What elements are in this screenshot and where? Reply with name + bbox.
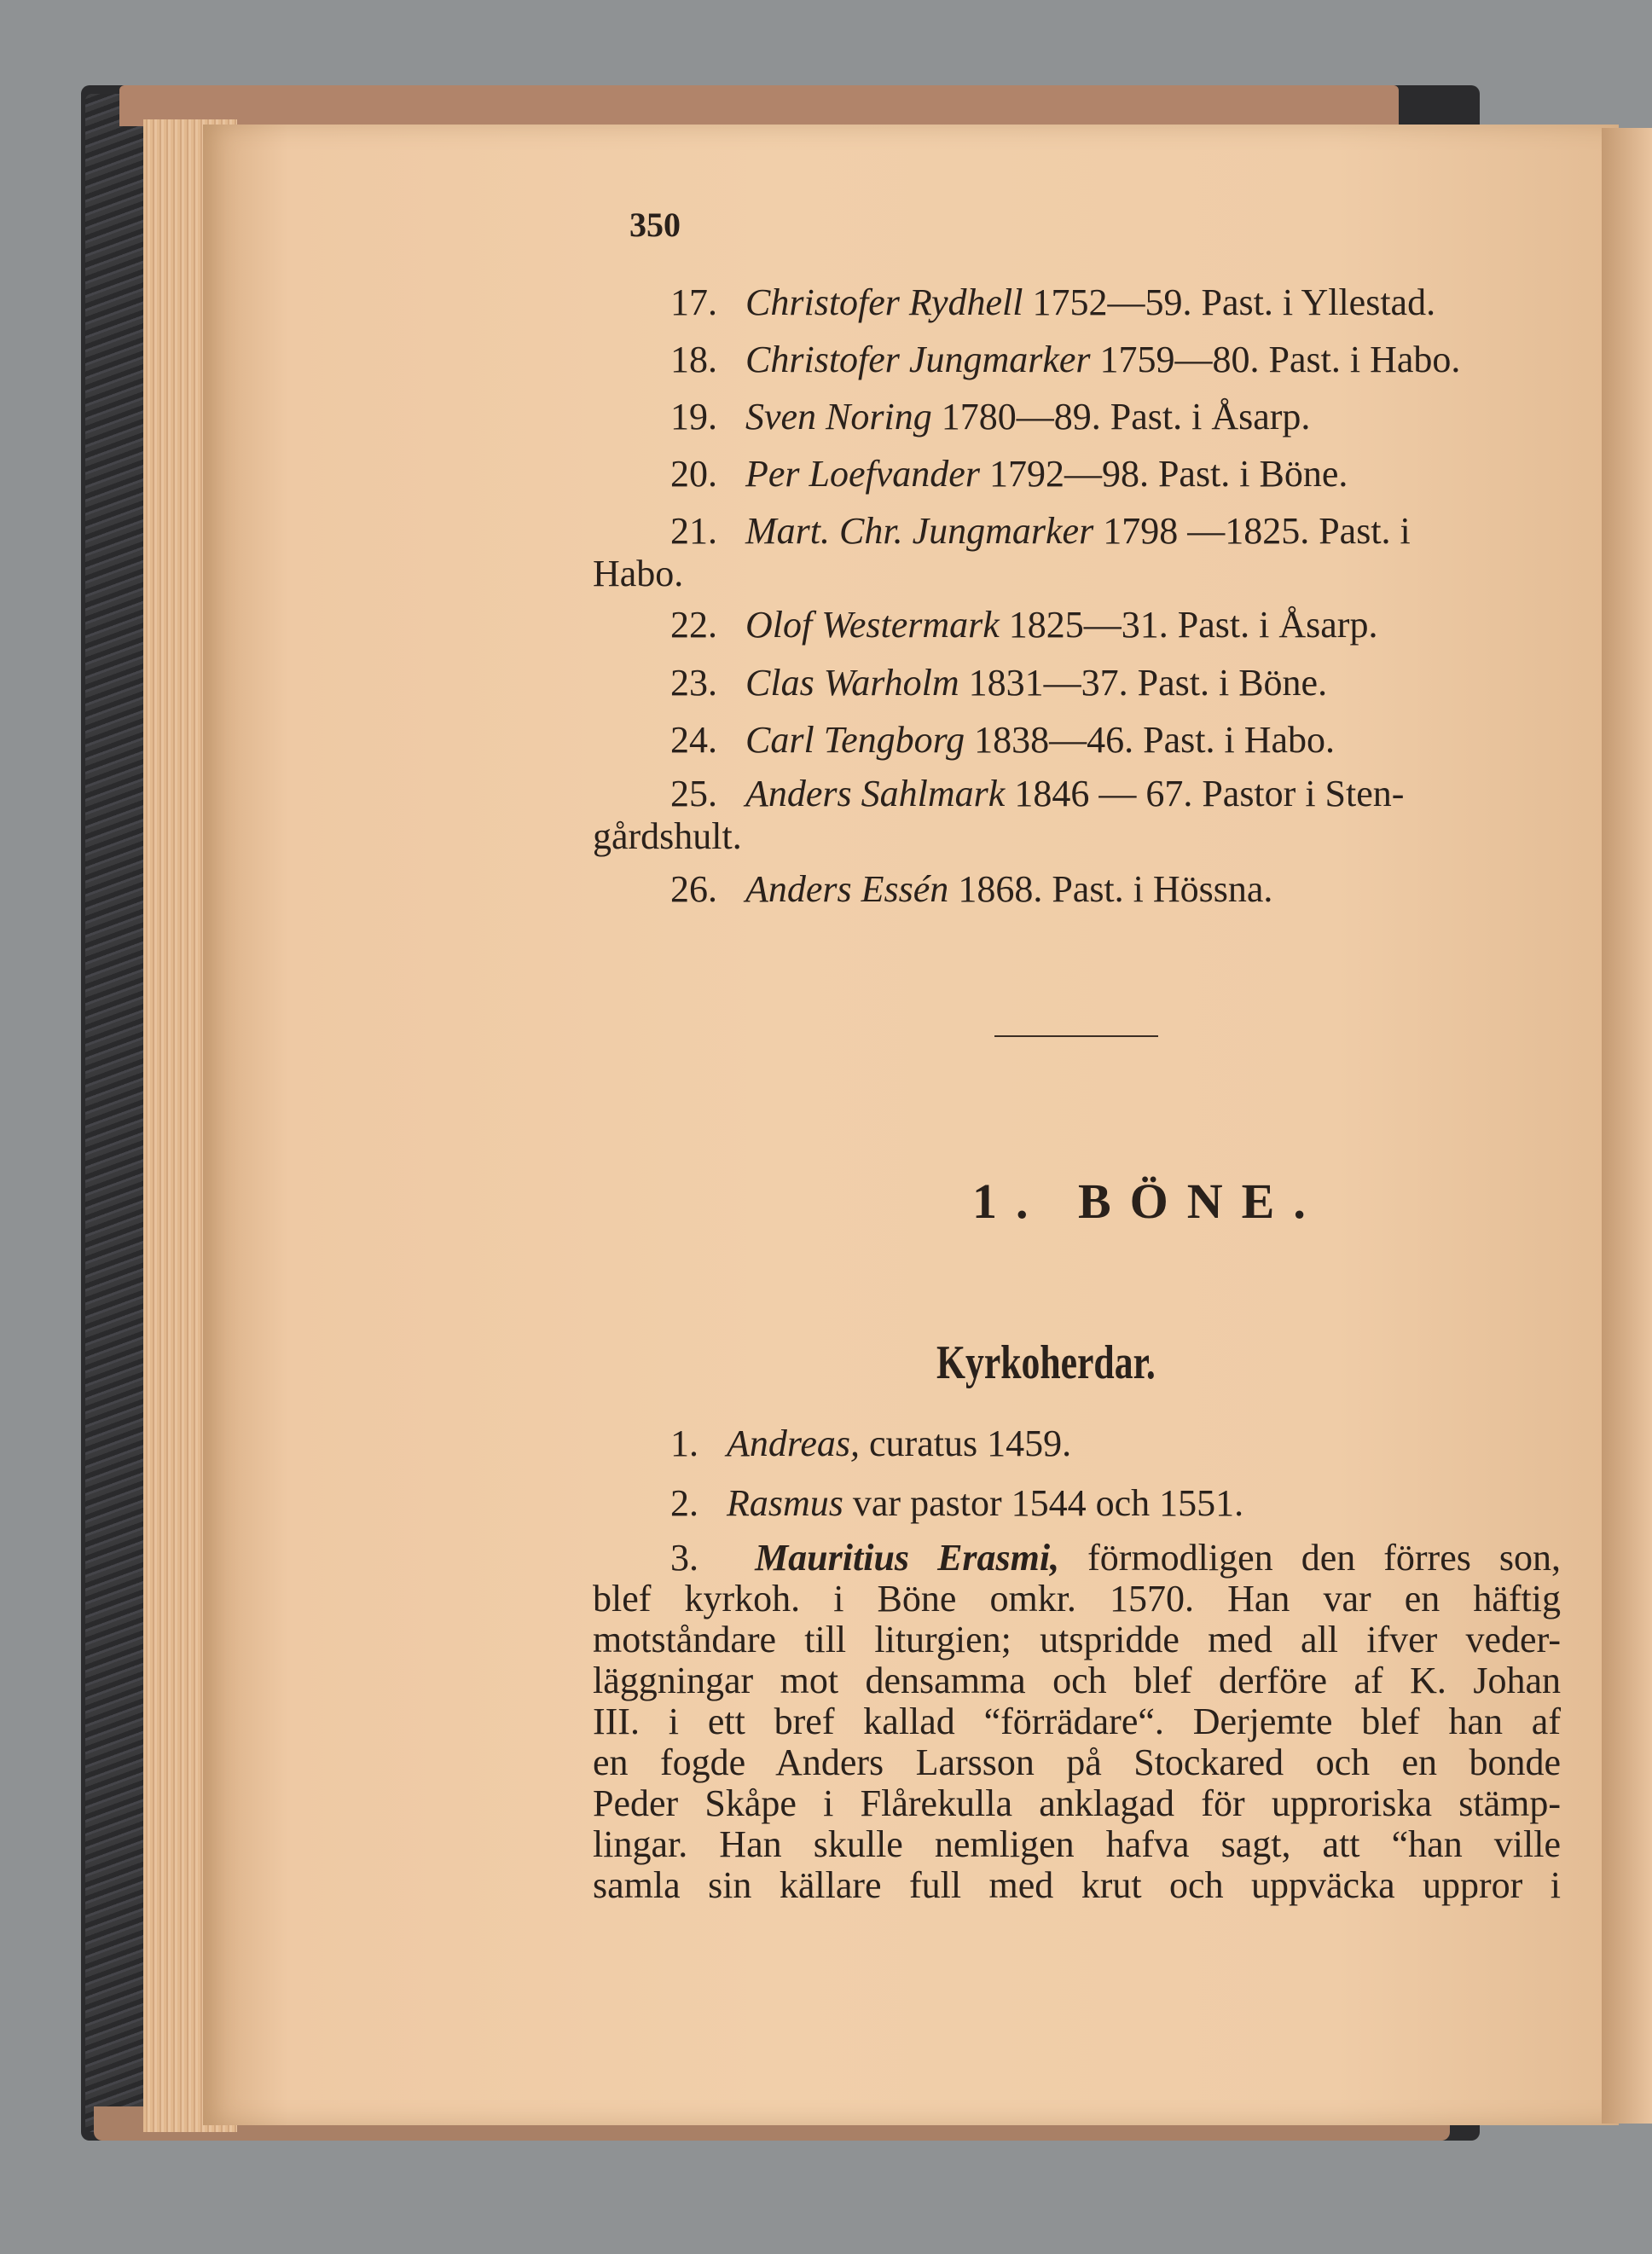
facing-page bbox=[1602, 128, 1652, 2124]
section-heading: 1. BÖNE. bbox=[972, 1173, 1324, 1229]
paragraph-line: blef kyrkoh. i Böne omkr. 1570. Han var en häftig bbox=[593, 1578, 1561, 1620]
sub-heading: Kyrkoherdar. bbox=[936, 1336, 1156, 1389]
list-item-continuation: gårdshult. bbox=[593, 815, 742, 857]
list-item: 23. Clas Warholm 1831—37. Past. i Böne. bbox=[670, 662, 1328, 704]
list-item: 2. Rasmus var pastor 1544 och 1551. bbox=[670, 1482, 1244, 1524]
paragraph-line: läggningar mot densamma och blef derföre af K. Johan bbox=[593, 1660, 1561, 1701]
list-item: 22. Olof Westermark 1825—31. Past. i Åsarp. bbox=[670, 604, 1378, 646]
list-item: 19. Sven Noring 1780—89. Past. i Åsarp. bbox=[670, 396, 1311, 437]
list-item: 1. Andreas, curatus 1459. bbox=[670, 1423, 1072, 1464]
list-item: 25. Anders Sahlmark 1846 — 67. Pastor i Sten- bbox=[670, 773, 1405, 814]
list-item: 18. Christofer Jungmarker 1759—80. Past. i Habo. bbox=[670, 339, 1461, 380]
list-item: 24. Carl Tengborg 1838—46. Past. i Habo. bbox=[670, 719, 1336, 761]
list-item: 26. Anders Essén 1868. Past. i Hössna. bbox=[670, 868, 1273, 910]
paragraph-line: samla sin källare full med krut och uppväcka uppror i bbox=[593, 1864, 1561, 1906]
paragraph-line: Peder Skåpe i Flårekulla anklagad för upproriska stämp- bbox=[593, 1782, 1561, 1824]
list-item: 21. Mart. Chr. Jungmarker 1798 —1825. Past. i bbox=[670, 510, 1411, 552]
paragraph-line: en fogde Anders Larsson på Stockared och en bonde bbox=[593, 1741, 1561, 1783]
book-cover-top-edge bbox=[119, 85, 1399, 126]
section-divider bbox=[994, 1035, 1158, 1037]
book-spine bbox=[85, 94, 149, 2132]
page-number: 350 bbox=[629, 206, 681, 244]
list-item-continuation: Habo. bbox=[593, 553, 684, 594]
list-item: 20. Per Loefvander 1792—98. Past. i Böne. bbox=[670, 453, 1348, 495]
paragraph-line: III. i ett bref kallad “förrädare“. Derjemte blef han af bbox=[593, 1701, 1561, 1742]
list-item: 17. Christofer Rydhell 1752—59. Past. i Yllestad. bbox=[670, 281, 1436, 323]
paragraph-line: lingar. Han skulle nemligen hafva sagt, att “han ville bbox=[593, 1823, 1561, 1865]
paragraph-line: motståndare till liturgien; utspridde med all ifver veder- bbox=[593, 1619, 1561, 1660]
paragraph-first-line: 3. Mauritius Erasmi, förmodligen den förres son, bbox=[670, 1537, 1562, 1579]
